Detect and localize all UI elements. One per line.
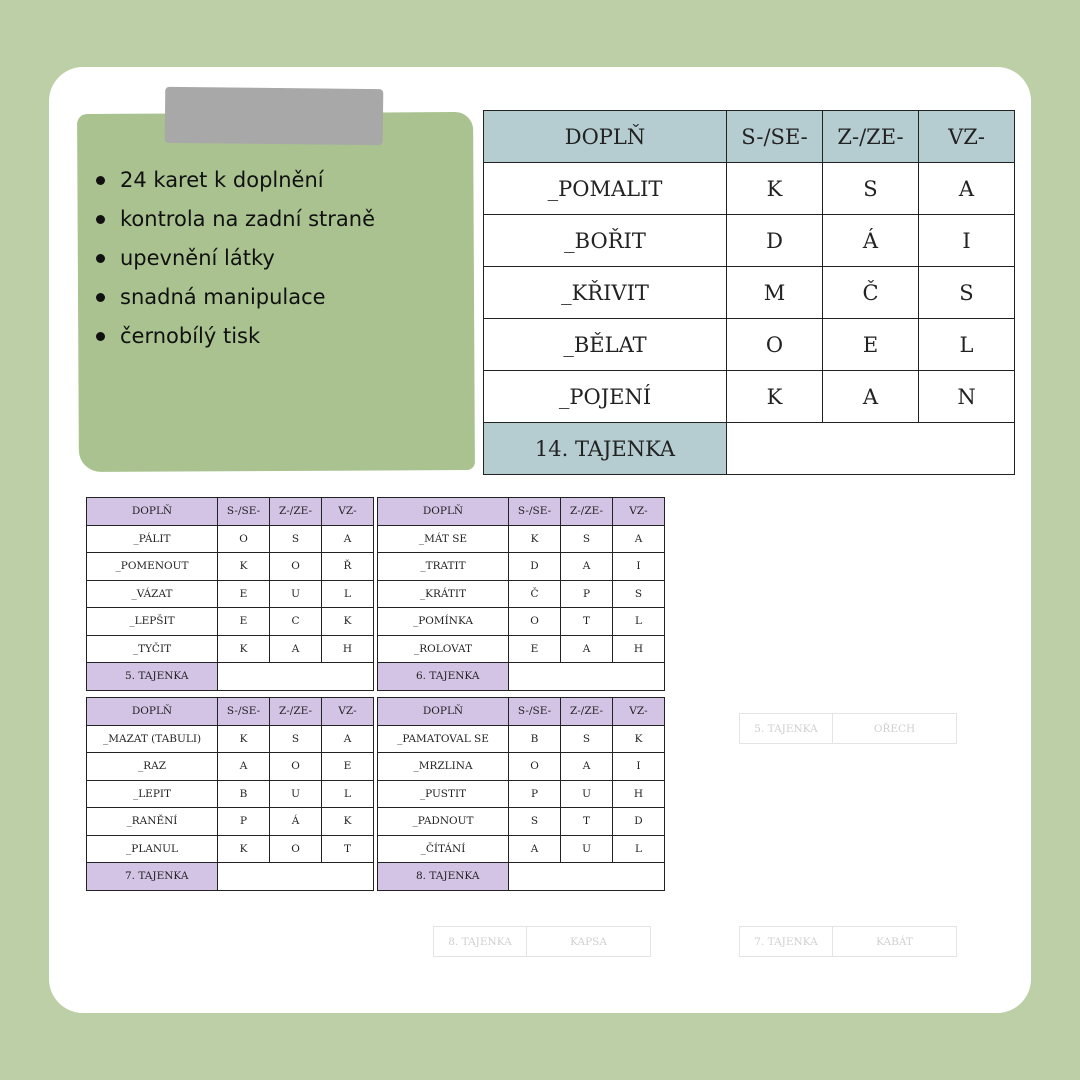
letter-cell: U bbox=[561, 780, 613, 808]
letter-cell: Á bbox=[270, 808, 322, 836]
letter-cell: S bbox=[270, 725, 322, 753]
header-cell: Z-/ZE- bbox=[823, 111, 919, 163]
header-cell: VZ- bbox=[322, 498, 374, 526]
letter-cell: P bbox=[218, 808, 270, 836]
letter-cell: A bbox=[322, 725, 374, 753]
letter-cell: K bbox=[218, 553, 270, 581]
letter-cell: P bbox=[509, 780, 561, 808]
word-cell: _BOŘIT bbox=[484, 215, 727, 267]
letter-cell: S bbox=[919, 267, 1015, 319]
letter-cell: K bbox=[322, 608, 374, 636]
letter-cell: K bbox=[509, 525, 561, 553]
header-cell: S-/SE- bbox=[509, 498, 561, 526]
letter-cell: Č bbox=[509, 580, 561, 608]
tajenka-label: 7. TAJENKA bbox=[87, 863, 218, 891]
word-cell: _PÁLIT bbox=[87, 525, 218, 553]
letter-cell: K bbox=[727, 371, 823, 423]
tajenka-answer-cell bbox=[727, 423, 1015, 475]
word-cell: _ČÍTÁNÍ bbox=[378, 835, 509, 863]
header-cell: DOPLŇ bbox=[484, 111, 727, 163]
letter-cell: E bbox=[218, 608, 270, 636]
tajenka-answer-cell bbox=[218, 863, 374, 891]
letter-cell: N bbox=[919, 371, 1015, 423]
letter-cell: A bbox=[919, 163, 1015, 215]
header-cell: DOPLŇ bbox=[378, 498, 509, 526]
word-cell: _MÁT SE bbox=[378, 525, 509, 553]
answer-value: KAPSA bbox=[570, 935, 607, 948]
letter-cell: S bbox=[561, 525, 613, 553]
tajenka-row bbox=[378, 863, 665, 891]
letter-cell: I bbox=[613, 753, 665, 781]
word-cell: _RAZ bbox=[87, 753, 218, 781]
small-puzzle-table bbox=[86, 697, 374, 891]
letter-cell: M bbox=[727, 267, 823, 319]
letter-cell: O bbox=[727, 319, 823, 371]
letter-cell: E bbox=[322, 753, 374, 781]
word-cell: _RANĚNÍ bbox=[87, 808, 218, 836]
tajenka-row bbox=[378, 663, 665, 691]
letter-cell: H bbox=[322, 635, 374, 663]
header-cell: DOPLŇ bbox=[378, 698, 509, 726]
letter-cell: E bbox=[823, 319, 919, 371]
table-row bbox=[87, 725, 374, 753]
letter-cell: K bbox=[613, 725, 665, 753]
word-cell: _PAMATOVAL SE bbox=[378, 725, 509, 753]
header-cell: VZ- bbox=[613, 698, 665, 726]
header-cell: S-/SE- bbox=[727, 111, 823, 163]
letter-cell: A bbox=[561, 753, 613, 781]
letter-cell: O bbox=[509, 608, 561, 636]
letter-cell: S bbox=[613, 580, 665, 608]
table-row bbox=[87, 525, 374, 553]
table-row bbox=[87, 808, 374, 836]
word-cell: _TRATIT bbox=[378, 553, 509, 581]
table-row bbox=[87, 835, 374, 863]
tajenka-row bbox=[484, 423, 1015, 475]
feature-item: černobílý tisk bbox=[96, 320, 375, 359]
feature-item: 24 karet k doplnění bbox=[96, 164, 375, 203]
table-row bbox=[378, 580, 665, 608]
letter-cell: L bbox=[322, 780, 374, 808]
table-row bbox=[378, 635, 665, 663]
letter-cell: B bbox=[218, 780, 270, 808]
letter-cell: O bbox=[509, 753, 561, 781]
table-row bbox=[378, 780, 665, 808]
letter-cell: L bbox=[322, 580, 374, 608]
table-header-row bbox=[378, 698, 665, 726]
letter-cell: K bbox=[218, 725, 270, 753]
word-cell: _POMÍNKA bbox=[378, 608, 509, 636]
letter-cell: U bbox=[561, 835, 613, 863]
table-row bbox=[87, 780, 374, 808]
table-header-row bbox=[484, 111, 1015, 163]
tajenka-label: 14. TAJENKA bbox=[484, 423, 727, 475]
word-cell: _MAZAT (TABULI) bbox=[87, 725, 218, 753]
table-row bbox=[378, 608, 665, 636]
tajenka-row bbox=[87, 663, 374, 691]
answer-label: 5. TAJENKA bbox=[740, 714, 833, 743]
word-cell: _LEPŠIT bbox=[87, 608, 218, 636]
tajenka-row bbox=[87, 863, 374, 891]
header-cell: DOPLŇ bbox=[87, 698, 218, 726]
table-row bbox=[378, 753, 665, 781]
letter-cell: S bbox=[823, 163, 919, 215]
answer-strip bbox=[433, 926, 651, 957]
feature-item: snadná manipulace bbox=[96, 281, 375, 320]
table-row bbox=[87, 753, 374, 781]
letter-cell: T bbox=[322, 835, 374, 863]
table-row bbox=[484, 215, 1015, 267]
word-cell: _POMENOUT bbox=[87, 553, 218, 581]
word-cell: _MRZLINA bbox=[378, 753, 509, 781]
letter-cell: H bbox=[613, 635, 665, 663]
small-puzzle-table bbox=[86, 497, 374, 691]
table-row bbox=[87, 635, 374, 663]
word-cell: _LEPIT bbox=[87, 780, 218, 808]
word-cell: _PLANUL bbox=[87, 835, 218, 863]
word-cell: _VÁZAT bbox=[87, 580, 218, 608]
table-row bbox=[87, 553, 374, 581]
table-row bbox=[484, 163, 1015, 215]
table-header-row bbox=[378, 498, 665, 526]
header-cell: DOPLŇ bbox=[87, 498, 218, 526]
letter-cell: Á bbox=[823, 215, 919, 267]
feature-item: upevnění látky bbox=[96, 242, 375, 281]
letter-cell: C bbox=[270, 608, 322, 636]
answer-strip bbox=[739, 713, 957, 744]
letter-cell: L bbox=[919, 319, 1015, 371]
letter-cell: I bbox=[613, 553, 665, 581]
tajenka-label: 6. TAJENKA bbox=[378, 663, 509, 691]
answer-label: 7. TAJENKA bbox=[740, 927, 833, 956]
letter-cell: K bbox=[727, 163, 823, 215]
big-puzzle-table bbox=[483, 110, 1015, 475]
letter-cell: A bbox=[322, 525, 374, 553]
table-row bbox=[484, 319, 1015, 371]
table-row bbox=[87, 580, 374, 608]
table-row bbox=[484, 267, 1015, 319]
header-cell: S-/SE- bbox=[218, 698, 270, 726]
letter-cell: A bbox=[218, 753, 270, 781]
letter-cell: A bbox=[561, 553, 613, 581]
word-cell: _BĚLAT bbox=[484, 319, 727, 371]
letter-cell: O bbox=[270, 553, 322, 581]
letter-cell: E bbox=[509, 635, 561, 663]
header-cell: VZ- bbox=[919, 111, 1015, 163]
letter-cell: A bbox=[270, 635, 322, 663]
table-row bbox=[378, 725, 665, 753]
tajenka-label: 5. TAJENKA bbox=[87, 663, 218, 691]
answer-strip bbox=[739, 926, 957, 957]
letter-cell: K bbox=[218, 635, 270, 663]
letter-cell: D bbox=[727, 215, 823, 267]
letter-cell: P bbox=[561, 580, 613, 608]
header-cell: S-/SE- bbox=[509, 698, 561, 726]
tajenka-answer-cell bbox=[509, 663, 665, 691]
letter-cell: K bbox=[322, 808, 374, 836]
feature-list bbox=[96, 164, 375, 359]
header-cell: Z-/ZE- bbox=[270, 498, 322, 526]
table-header-row bbox=[87, 498, 374, 526]
word-cell: _PUSTIT bbox=[378, 780, 509, 808]
letter-cell: A bbox=[823, 371, 919, 423]
table-header-row bbox=[87, 698, 374, 726]
word-cell: _KRÁTIT bbox=[378, 580, 509, 608]
table-row bbox=[378, 553, 665, 581]
table-row bbox=[484, 371, 1015, 423]
letter-cell: Č bbox=[823, 267, 919, 319]
letter-cell: Ř bbox=[322, 553, 374, 581]
letter-cell: S bbox=[561, 725, 613, 753]
header-cell: Z-/ZE- bbox=[270, 698, 322, 726]
letter-cell: I bbox=[919, 215, 1015, 267]
feature-item: kontrola na zadní straně bbox=[96, 203, 375, 242]
letter-cell: O bbox=[270, 753, 322, 781]
header-cell: VZ- bbox=[613, 498, 665, 526]
answer-value: OŘECH bbox=[873, 722, 916, 735]
table-row bbox=[87, 608, 374, 636]
letter-cell: D bbox=[509, 553, 561, 581]
header-cell: VZ- bbox=[322, 698, 374, 726]
letter-cell: A bbox=[613, 525, 665, 553]
letter-cell: B bbox=[509, 725, 561, 753]
letter-cell: O bbox=[270, 835, 322, 863]
letter-cell: L bbox=[613, 608, 665, 636]
letter-cell: E bbox=[218, 580, 270, 608]
word-cell: _PADNOUT bbox=[378, 808, 509, 836]
letter-cell: K bbox=[218, 835, 270, 863]
answer-value: KABÁT bbox=[876, 935, 913, 948]
letter-cell: S bbox=[270, 525, 322, 553]
letter-cell: L bbox=[613, 835, 665, 863]
letter-cell: O bbox=[218, 525, 270, 553]
letter-cell: A bbox=[509, 835, 561, 863]
word-cell: _POMALIT bbox=[484, 163, 727, 215]
letter-cell: D bbox=[613, 808, 665, 836]
header-cell: S-/SE- bbox=[218, 498, 270, 526]
letter-cell: S bbox=[509, 808, 561, 836]
word-cell: _TYČIT bbox=[87, 635, 218, 663]
letter-cell: H bbox=[613, 780, 665, 808]
letter-cell: U bbox=[270, 780, 322, 808]
tape-strip bbox=[165, 87, 384, 145]
tajenka-answer-cell bbox=[218, 663, 374, 691]
word-cell: _ROLOVAT bbox=[378, 635, 509, 663]
table-row bbox=[378, 808, 665, 836]
tajenka-answer-cell bbox=[509, 863, 665, 891]
answer-label: 8. TAJENKA bbox=[434, 927, 527, 956]
letter-cell: A bbox=[561, 635, 613, 663]
word-cell: _KŘIVIT bbox=[484, 267, 727, 319]
header-cell: Z-/ZE- bbox=[561, 498, 613, 526]
word-cell: _POJENÍ bbox=[484, 371, 727, 423]
letter-cell: T bbox=[561, 808, 613, 836]
letter-cell: U bbox=[270, 580, 322, 608]
letter-cell: T bbox=[561, 608, 613, 636]
small-puzzle-table bbox=[377, 697, 665, 891]
tajenka-label: 8. TAJENKA bbox=[378, 863, 509, 891]
header-cell: Z-/ZE- bbox=[561, 698, 613, 726]
table-row bbox=[378, 525, 665, 553]
table-row bbox=[378, 835, 665, 863]
small-puzzle-table bbox=[377, 497, 665, 691]
